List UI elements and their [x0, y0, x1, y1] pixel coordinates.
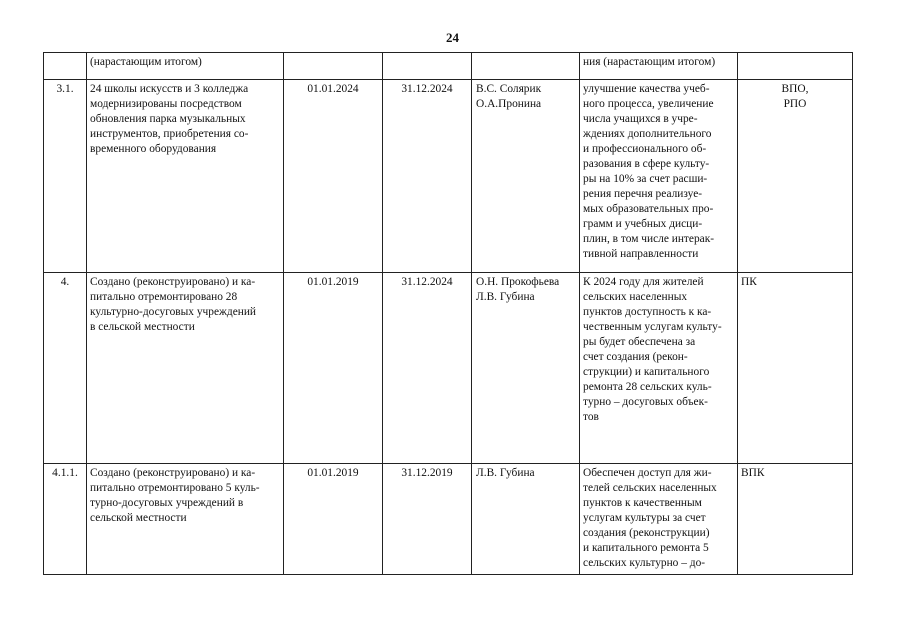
- table-row: [44, 464, 853, 575]
- category-cell: ПК: [738, 273, 853, 464]
- table-row: [44, 53, 853, 80]
- row-number-cell: 4.: [44, 273, 87, 464]
- start-date-cell: 01.01.2024: [284, 80, 383, 273]
- end-date-cell: 31.12.2024: [383, 273, 472, 464]
- responsible-cell: О.Н. Прокофьева Л.В. Губина: [472, 273, 580, 464]
- event-cell: Создано (реконструировано) и ка- питально отремонтировано 28 культурно-досуговых учреждений в сельской местности: [87, 273, 284, 464]
- table-row: [44, 80, 853, 273]
- responsible-cell: Л.В. Губина: [472, 464, 580, 575]
- row-number-cell: 3.1.: [44, 80, 87, 273]
- category-cell: ВПО, РПО: [738, 80, 853, 273]
- page-number: 24: [446, 30, 459, 45]
- start-date-cell: [284, 53, 383, 80]
- end-date-cell: [383, 53, 472, 80]
- event-cell: Создано (реконструировано) и ка- питально отремонтировано 5 куль- турно-досуговых учреждений в сельской местности: [87, 464, 284, 575]
- result-cell: ния (нарастающим итогом): [580, 53, 738, 80]
- responsible-cell: [472, 53, 580, 80]
- plan-table: [43, 52, 853, 575]
- row-number-cell: 4.1.1.: [44, 464, 87, 575]
- start-date-cell: 01.01.2019: [284, 464, 383, 575]
- responsible-cell: В.С. Солярик О.А.Пронина: [472, 80, 580, 273]
- result-cell: К 2024 году для жителей сельских населенных пунктов доступность к ка- чественным услугам культу- ры будет обеспечена за счет создания (рекон- струкции) и капитального ремонта 28 сельских куль- турно – досуговых объек- тов: [580, 273, 738, 464]
- result-cell: Обеспечен доступ для жи- телей сельских населенных пунктов к качественным услугам культуры за счет создания (реконструкции) и капитального ремонта 5 сельских культурно – до-: [580, 464, 738, 575]
- event-cell: 24 школы искусств и 3 колледжа модернизированы посредством обновления парка музыкальных инструментов, приобретения со- временного оборудования: [87, 80, 284, 273]
- category-cell: [738, 53, 853, 80]
- event-cell: (нарастающим итогом): [87, 53, 284, 80]
- row-number-cell: [44, 53, 87, 80]
- category-cell: ВПК: [738, 464, 853, 575]
- table-row: [44, 273, 853, 464]
- result-cell: улучшение качества учеб- ного процесса, увеличение числа учащихся в учре- ждениях дополнительного и профессионального об- разования в сфере культу- ры на 10% за счет расши- рения перечня реализуе- мых образовательных про- грамм и учебных дисци- плин, в том числе интерак- тивной направленности: [580, 80, 738, 273]
- start-date-cell: 01.01.2019: [284, 273, 383, 464]
- end-date-cell: 31.12.2024: [383, 80, 472, 273]
- end-date-cell: 31.12.2019: [383, 464, 472, 575]
